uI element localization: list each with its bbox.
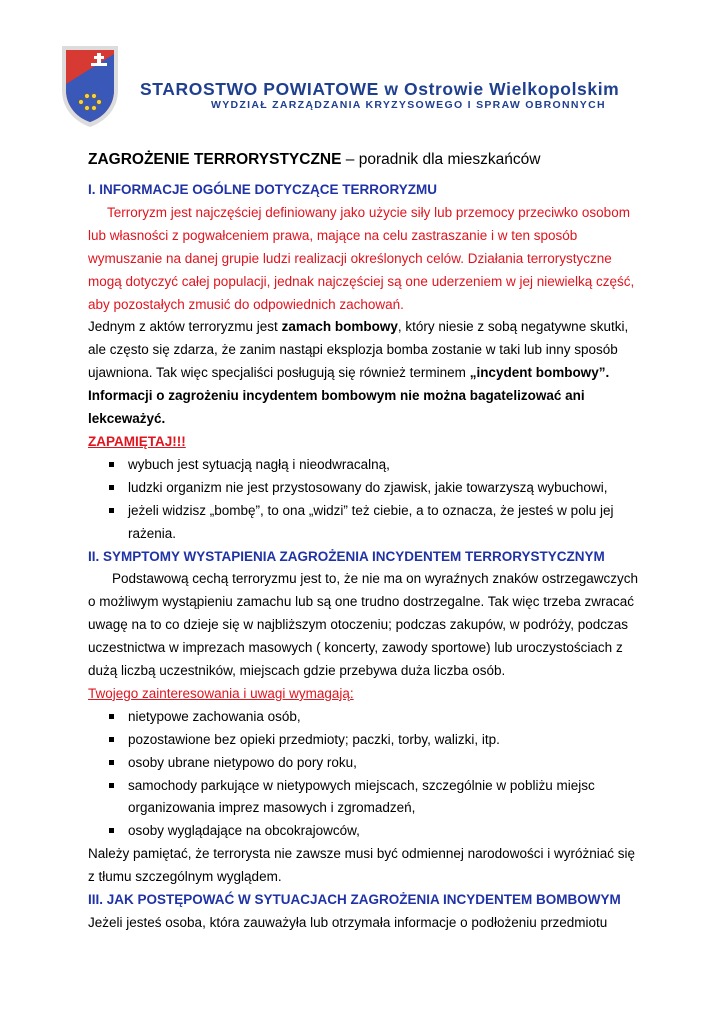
bold-run: Informacji o zagrożeniu incydentem bombowym nie można bagatelizować ani	[88, 388, 585, 404]
text-line: dużą liczbą uczestników, miejscach gdzie przebywa duża liczba osób.	[88, 663, 506, 679]
definition-paragraph	[88, 202, 648, 317]
section-2-heading: II. SYMPTOMY WYSTAPIENIA ZAGROŻENIA INCYDENTEM TERRORYSTYCZNYM	[88, 548, 605, 564]
text-run: ale często się zdarza, że zanim nastąpi eksplozja bomba zostanie w taki lub inny sposób	[88, 342, 618, 358]
list-item: osoby wyglądające na obcokrajowców,	[88, 820, 648, 843]
list-item: pozostawione bez opieki przedmioty; paczki, torby, walizki, itp.	[88, 729, 648, 752]
list-item: wybuch jest sytuacją nagłą i nieodwracalną,	[88, 454, 648, 477]
text-run: , który niesie z sobą negatywne skutki,	[397, 319, 629, 335]
coat-of-arms-emblem	[58, 44, 122, 128]
section-3-heading: III. JAK POSTĘPOWAĆ W SYTUACJACH ZAGROŻENIA INCYDENTEM BOMBOWYM	[88, 892, 621, 908]
document-body	[88, 149, 648, 935]
symptoms-paragraph	[88, 568, 648, 683]
bold-run: lekceważyć.	[88, 411, 166, 427]
attention-label: Twojego zainteresowania i uwagi wymagają:	[88, 685, 354, 701]
definition-line: lub własności z pogwałceniem prawa, mające na celu zastraszanie i w ten sposób	[88, 227, 578, 243]
remember-list	[88, 454, 648, 546]
list-item: ludzki organizm nie jest przystosowany do zjawisk, jakie towarzyszą wybuchowi,	[88, 477, 648, 500]
list-item: osoby ubrane nietypowo do pory roku,	[88, 752, 648, 775]
remember-label: ZAPAMIĘTAJ!!!	[88, 433, 186, 449]
bomb-paragraph	[88, 316, 648, 431]
definition-line: aby pozostałych zmusić do odpowiednich zachowań.	[88, 296, 404, 312]
definition-line: Terroryzm jest najczęściej definiowany jako użycie siły lub przemocy przeciwko osobom	[107, 204, 630, 220]
title-rest: – poradnik dla mieszkańców	[341, 151, 541, 168]
text-line: z tłumu szczególnym wyglądem.	[88, 869, 282, 885]
title-bold: ZAGROŻENIE TERRORYSTYCZNE	[88, 151, 342, 168]
note-paragraph	[88, 843, 648, 889]
list-item: jeżeli widzisz „bombę”, to ona „widzi” też ciebie, a to oznacza, że jesteś w polu jej rażenia.	[88, 500, 648, 546]
office-title: STAROSTWO POWIATOWE w Ostrowie Wielkopolskim	[140, 79, 620, 99]
text-line: uczestnictwa w imprezach masowych ( koncerty, zawody sportowe) lub uroczystościach z	[88, 640, 623, 656]
document-title	[88, 149, 648, 171]
list-item: nietypowe zachowania osób,	[88, 706, 648, 729]
definition-line: mogą dotyczyć całej populacji, jednak najczęściej są one uderzeniem w jej niewielką część,	[88, 273, 635, 289]
definition-line: wymuszanie na danej grupie ludzi realizacji określonych celów. Działania terrorystyczne	[88, 250, 612, 266]
text-line: o możliwym wystąpieniu zamachu lub są one trudno dostrzegalne. Tak więc trzeba zwracać	[88, 594, 635, 610]
bold-run: zamach bombowy	[281, 319, 398, 335]
section-3-paragraph: Jeżeli jesteś osoba, która zauważyła lub otrzymała informacje o podłożeniu przedmiotu	[88, 915, 608, 930]
list-item: samochody parkujące w nietypowych miejscach, szczególnie w pobliżu miejsc organizowania imprez masowych i zgromadzeń,	[88, 775, 648, 821]
department-subtitle: WYDZIAŁ ZARZĄDZANIA KRYZYSOWEGO I SPRAW OBRONNYCH	[211, 99, 606, 111]
text-run: ujawniona. Tak więc specjaliści posługują się również terminem	[88, 365, 470, 381]
attention-list	[88, 706, 648, 843]
text-line: Podstawową cechą terroryzmu jest to, że nie ma on wyraźnych znaków ostrzegawczych	[112, 571, 638, 587]
text-run: Jednym z aktów terroryzmu jest	[88, 319, 282, 335]
text-line: Należy pamiętać, że terrorysta nie zawsze musi być odmiennej narodowości i wyróżniać się	[88, 846, 635, 862]
text-line: uwagę na to co dzieje się w najbliższym otoczeniu; podczas zakupów, w podróży, podczas	[88, 617, 629, 633]
section-1-heading: I. INFORMACJE OGÓLNE DOTYCZĄCE TERRORYZMU	[88, 182, 438, 197]
bold-run: „incydent bombowy”.	[469, 365, 610, 381]
